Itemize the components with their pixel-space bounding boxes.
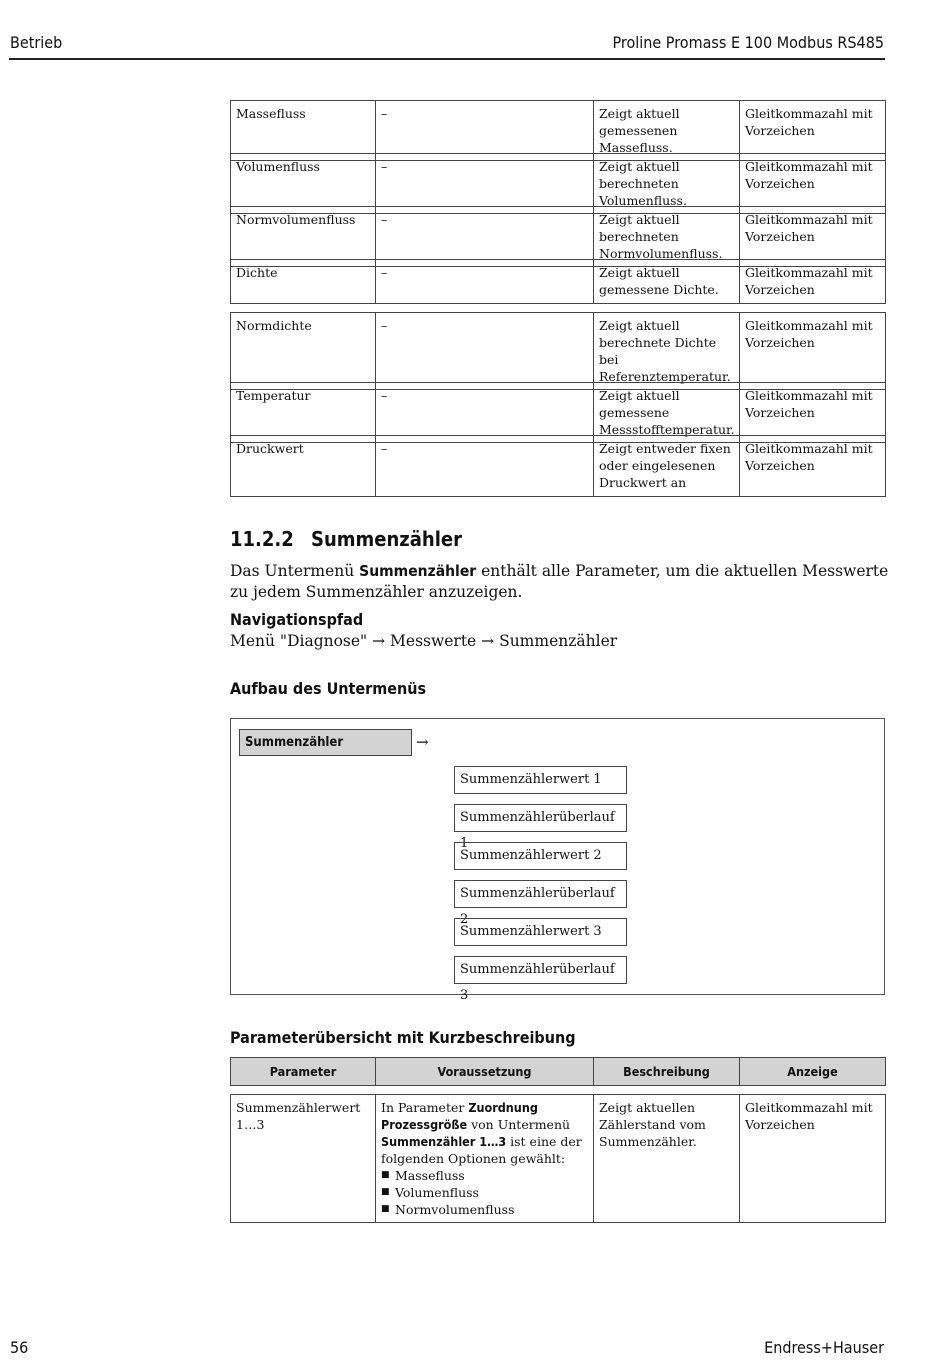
- table-row: [231, 154, 886, 214]
- prereq-cell: –: [376, 154, 594, 214]
- measured-values-table-row-dichte: [230, 259, 886, 304]
- measured-values-table-row-volumenfluss: [230, 153, 886, 214]
- column-header-prerequisite: Voraussetzung: [376, 1058, 594, 1086]
- column-header-parameter: Parameter: [231, 1058, 376, 1086]
- intro-text-start: Das Untermenü: [230, 562, 360, 580]
- parameter-overview-header: [230, 1057, 886, 1086]
- submenu-structure-heading: Aufbau des Untermenüs: [230, 679, 427, 698]
- param-cell: Massefluss: [231, 101, 376, 161]
- parameter-overview-row: [230, 1094, 886, 1223]
- navigation-heading: Navigationspfad: [230, 610, 364, 629]
- measured-values-table-row-massefluss: [230, 100, 886, 161]
- prereq-cell: [376, 1095, 594, 1223]
- prereq-submenu-name: Summenzähler 1…3: [381, 1134, 507, 1149]
- display-cell: Gleitkommazahl mit Vorzeichen: [740, 207, 886, 267]
- header-product-title: Proline Promass E 100 Modbus RS485: [612, 33, 884, 52]
- description-cell: Zeigt aktuell berechneten Volumenfluss.: [594, 154, 740, 214]
- display-cell: Gleitkommazahl mit Vorzeichen: [740, 154, 886, 214]
- description-cell: Zeigt aktuell berechnete Dichte bei Referenztemperatur.: [594, 313, 740, 390]
- param-cell: Druckwert: [231, 436, 376, 497]
- param-cell: Dichte: [231, 260, 376, 304]
- param-cell: Volumenfluss: [231, 154, 376, 214]
- display-cell: Gleitkommazahl mit Vorzeichen: [740, 260, 886, 304]
- display-cell: Gleitkommazahl mit Vorzeichen: [740, 101, 886, 161]
- measured-values-table-row-druckwert: [230, 435, 886, 497]
- option-list-item: ■ Volumenfluss: [381, 1184, 588, 1201]
- prereq-cell: –: [376, 101, 594, 161]
- table-row: [231, 313, 886, 390]
- param-cell: Normdichte: [231, 313, 376, 390]
- measured-values-table-row-normdichte: [230, 312, 886, 390]
- submenu-root-summenzaehler[interactable]: Summenzähler: [239, 729, 412, 756]
- table-row: [231, 207, 886, 267]
- prereq-cell: –: [376, 436, 594, 497]
- submenu-item-summenzaehlerueberlauf-1[interactable]: Summenzählerüberlauf 1: [454, 804, 627, 832]
- display-cell: Gleitkommazahl mit Vorzeichen: [740, 313, 886, 390]
- param-cell: Normvolumenfluss: [231, 207, 376, 267]
- param-cell: Summenzählerwert 1…3: [231, 1095, 376, 1223]
- measured-values-table-row-normvolumenfluss: [230, 206, 886, 267]
- prereq-text: ist eine der folgenden Optionen gewählt:: [381, 1134, 582, 1166]
- header-rule: [9, 58, 885, 60]
- submenu-item-summenzaehlerueberlauf-2[interactable]: Summenzählerüberlauf 2: [454, 880, 627, 908]
- table-row: [231, 260, 886, 304]
- intro-submenu-name: Summenzähler: [359, 562, 477, 580]
- description-cell: Zeigt aktuell berechneten Normvolumenfluss.: [594, 207, 740, 267]
- description-cell: Zeigt aktuell gemessene Messstofftemperatur.: [594, 383, 740, 443]
- prereq-text: von Untermenü: [467, 1117, 571, 1132]
- table-row: [231, 101, 886, 161]
- prereq-cell: –: [376, 260, 594, 304]
- description-cell: Zeigt aktuellen Zählerstand vom Summenzähler.: [594, 1095, 740, 1223]
- navigation-path: Menü "Diagnose" → Messwerte → Summenzähler: [230, 632, 618, 650]
- prereq-cell: –: [376, 313, 594, 390]
- submenu-item-summenzaehlerwert-1[interactable]: Summenzählerwert 1: [454, 766, 627, 794]
- arrow-right-icon: →: [416, 733, 429, 751]
- page-number: 56: [10, 1338, 29, 1357]
- prereq-text: In Parameter: [381, 1100, 469, 1115]
- description-cell: Zeigt aktuell gemessene Dichte.: [594, 260, 740, 304]
- submenu-item-summenzaehlerueberlauf-3[interactable]: Summenzählerüberlauf 3: [454, 956, 627, 984]
- intro-text-end: enthält alle Parameter, um die aktuellen Messwerte zu jedem Summenzähler anzuzeigen.: [230, 562, 889, 601]
- option-list-item: ■ Normvolumenfluss: [381, 1201, 588, 1218]
- prereq-cell: –: [376, 383, 594, 443]
- prereq-cell: –: [376, 207, 594, 267]
- display-cell: Gleitkommazahl mit Vorzeichen: [740, 383, 886, 443]
- description-cell: Zeigt entweder fixen oder eingelesenen Druckwert an: [594, 436, 740, 497]
- footer-brand: Endress+Hauser: [764, 1338, 884, 1357]
- column-header-display: Anzeige: [740, 1058, 886, 1086]
- option-list-item: ■ Massefluss: [381, 1167, 588, 1184]
- table-row: [231, 383, 886, 443]
- table-row: [231, 436, 886, 497]
- param-cell: Temperatur: [231, 383, 376, 443]
- table-header-row: [231, 1058, 886, 1086]
- measured-values-table-row-temperatur: [230, 382, 886, 443]
- table-row: [231, 1095, 886, 1223]
- display-cell: Gleitkommazahl mit Vorzeichen: [740, 1095, 886, 1223]
- submenu-item-summenzaehlerwert-2[interactable]: Summenzählerwert 2: [454, 842, 627, 870]
- submenu-item-summenzaehlerwert-3[interactable]: Summenzählerwert 3: [454, 918, 627, 946]
- column-header-description: Beschreibung: [594, 1058, 740, 1086]
- parameter-overview-heading: Parameterübersicht mit Kurzbeschreibung: [230, 1028, 576, 1047]
- header-section-label: Betrieb: [10, 33, 63, 52]
- section-intro: [230, 561, 890, 603]
- section-title: Summenzähler: [311, 527, 462, 551]
- section-number: 11.2.2: [230, 527, 294, 551]
- display-cell: Gleitkommazahl mit Vorzeichen: [740, 436, 886, 497]
- prereq-param-name: Zuordnung Prozessgröße: [381, 1100, 538, 1132]
- description-cell: Zeigt aktuell gemessenen Massefluss.: [594, 101, 740, 161]
